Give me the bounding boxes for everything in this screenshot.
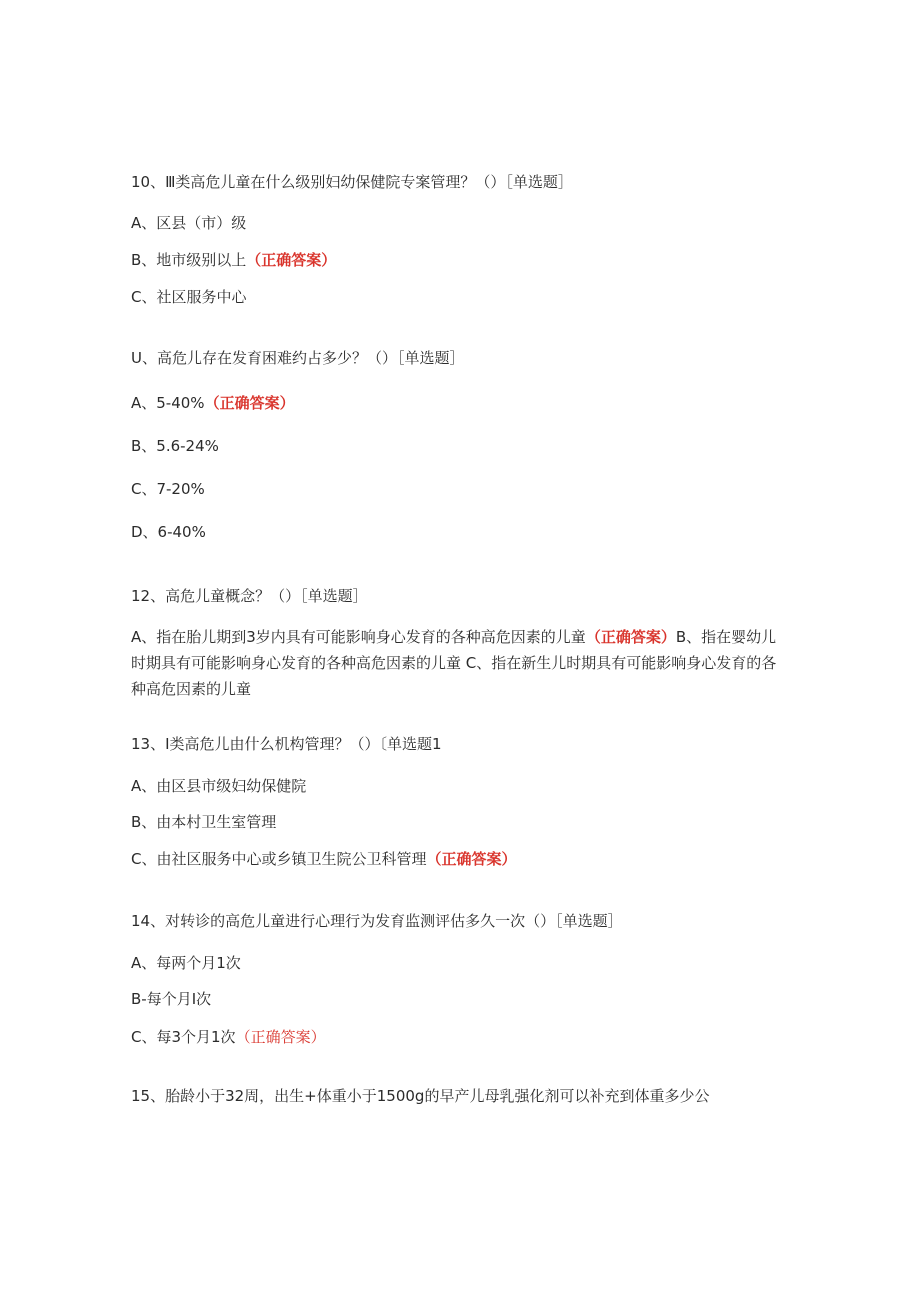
question-12-stem: 12、高危儿童概念？（）［单选题］ <box>131 587 368 605</box>
correct-answer-mark: （正确答案） <box>246 251 337 269</box>
option-a-text: A、指在胎儿期到3岁内具有可能影响身心发育的各种高危因素的儿童 <box>131 628 586 646</box>
question-14-option-b: B-每个月I次 <box>131 990 212 1008</box>
question-10-stem: 10、Ⅲ类高危儿童在什么级别妇幼保健院专案管理？（）［单选题］ <box>131 173 573 191</box>
options-b-c-text: B、指在婴幼儿时期具有可能影响身心发育的各种高危因素的儿童 C、指在新生儿时期具有可能影响身心发育的各种高危因素的儿童 <box>131 628 777 698</box>
option-text: B、地市级别以上 <box>131 251 247 269</box>
question-11-option-d: D、6-40% <box>131 523 206 541</box>
question-10-option-b <box>131 250 336 270</box>
correct-answer-mark: （正确答案） <box>204 394 295 412</box>
question-10-option-c: C、社区服务中心 <box>131 288 247 306</box>
question-14-stem: 14、对转诊的高危儿童进行心理行为发育监测评估多久一次（）［单选题］ <box>131 912 623 930</box>
question-10-option-a: A、区县（市）级 <box>131 214 247 232</box>
question-11-option-a <box>131 393 295 413</box>
question-11-stem: U、高危儿存在发育困难约占多少？（）［单选题］ <box>131 349 465 367</box>
option-text: A、5-40% <box>131 394 205 412</box>
question-13-option-a: A、由区县市级妇幼保健院 <box>131 777 307 795</box>
question-15-stem: 15、胎龄小于32周，出生+体重小于1500g的早产儿母乳强化剂可以补充到体重多少公 <box>131 1087 710 1105</box>
correct-answer-mark: （正确答案） <box>235 1028 326 1046</box>
option-text: C、每3个月1次 <box>131 1028 236 1046</box>
question-13-option-c <box>131 849 517 869</box>
question-13-option-b: B、由本村卫生室管理 <box>131 813 277 831</box>
question-11-option-b: B、5.6-24% <box>131 437 219 455</box>
correct-answer-mark: （正确答案） <box>426 850 517 868</box>
question-14-option-c <box>131 1027 326 1047</box>
question-14-option-a: A、每两个月1次 <box>131 954 241 972</box>
correct-answer-mark: （正确答案） <box>585 628 676 646</box>
question-12-options <box>131 624 781 702</box>
question-11-option-c: C、7-20% <box>131 480 205 498</box>
question-13-stem: 13、I类高危儿由什么机构管理？（）〔单选题1 <box>131 735 442 753</box>
option-text: C、由社区服务中心或乡镇卫生院公卫科管理 <box>131 850 427 868</box>
